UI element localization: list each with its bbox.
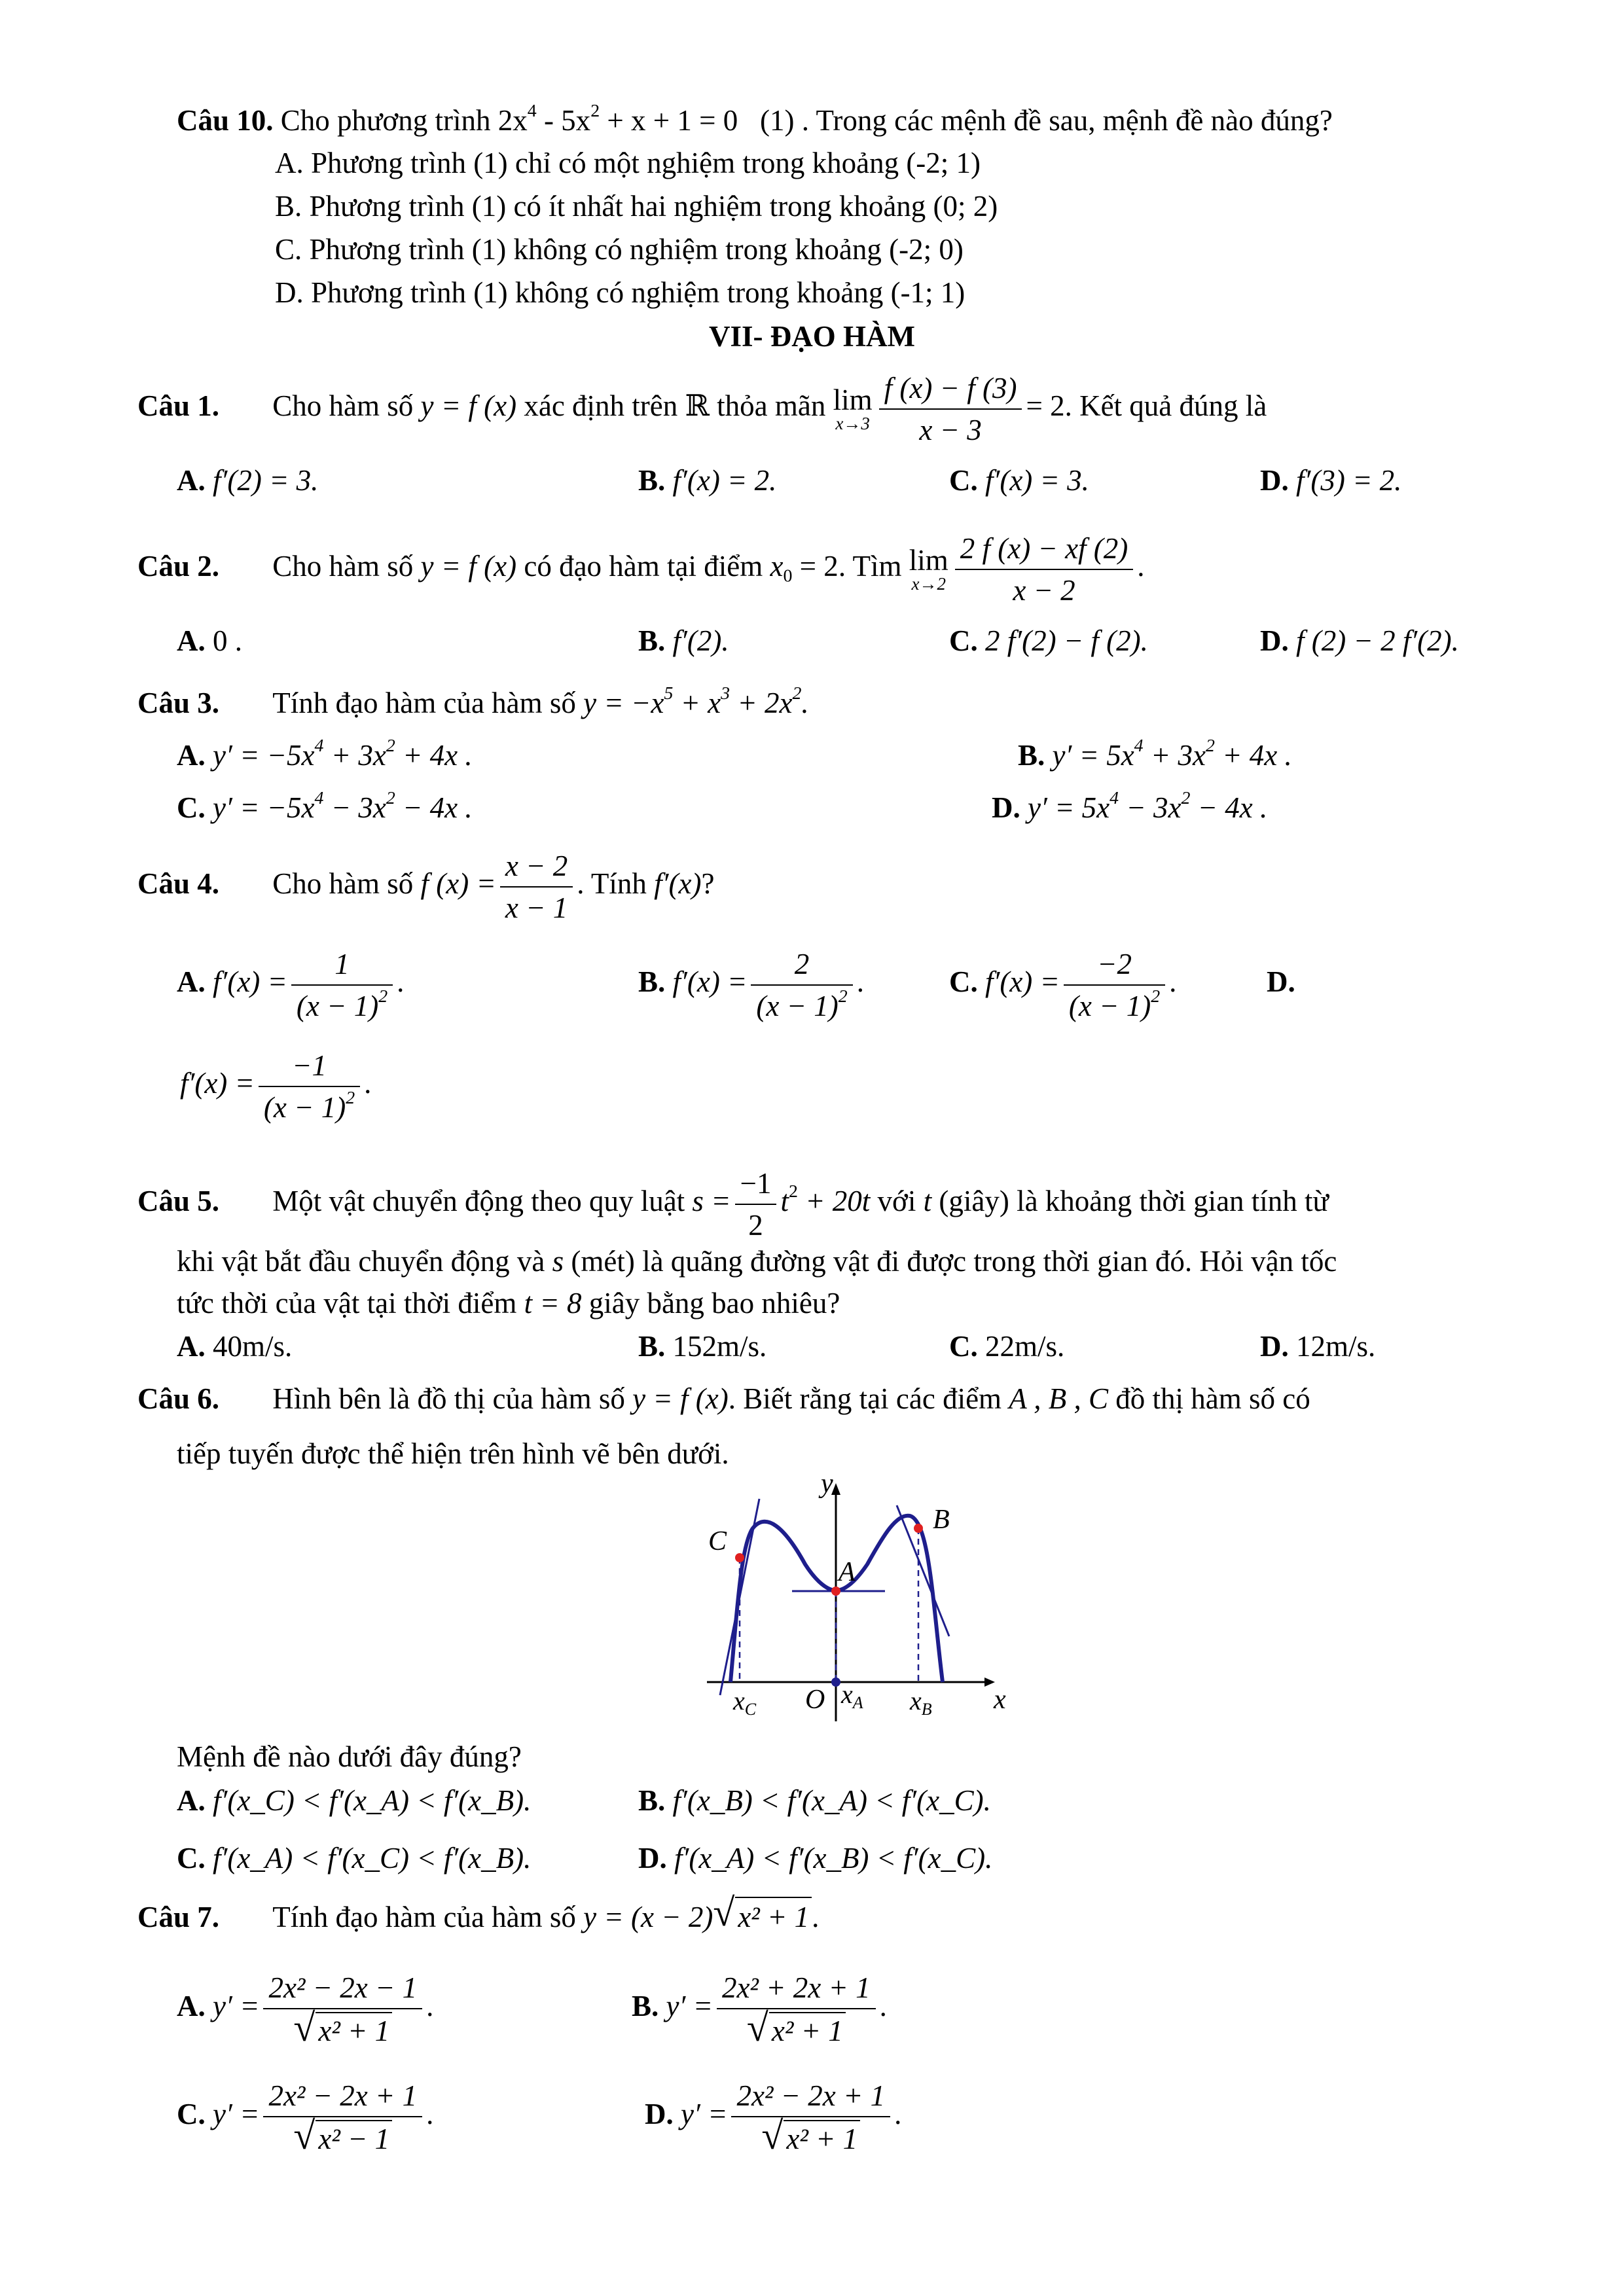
q7-b-sqrt	[747, 2012, 846, 2049]
q7-b-end: .	[879, 1990, 887, 2022]
q6-graph	[707, 1473, 1008, 1728]
q3-d-label: D.	[992, 791, 1020, 824]
q5-option-c	[949, 1327, 1064, 1365]
q3-b-e2: 2	[1205, 736, 1215, 757]
q2-option-b	[638, 622, 729, 660]
q5-label: Câu 5.	[137, 1185, 220, 1217]
q2-lim-sub: x→2	[911, 573, 946, 594]
q6-b-text: f′(x_B) < f′(x_A) < f′(x_C).	[672, 1784, 991, 1817]
q3-a-a: y′ = −5x	[213, 739, 315, 772]
q3-c-b: − 3x	[323, 791, 386, 824]
xc-label-sub: C	[744, 1700, 757, 1719]
q3-c-c: − 4x .	[395, 791, 473, 824]
q4-option-c	[949, 933, 1176, 1031]
q4-b-lhs: f′(x) =	[672, 965, 748, 998]
q5-text1: Một vật chuyển động theo quy luật	[272, 1185, 685, 1217]
section-title: VII- ĐẠO HÀM	[709, 320, 915, 353]
q1-denominator: x − 3	[919, 413, 982, 446]
q4-c-denominator	[1064, 986, 1165, 1024]
q10-exp2: 2	[590, 101, 600, 122]
q2-a-label: A.	[177, 624, 206, 657]
q3-c-e2: 2	[386, 788, 395, 809]
q3-a-c: + 4x .	[395, 739, 473, 772]
q3-f-a: y = −x	[583, 687, 664, 719]
q6-b-label: B.	[638, 1784, 666, 1817]
q1-b-label: B.	[638, 464, 666, 497]
q7-b-fraction	[717, 1970, 876, 2049]
q6-pts: A , B , C	[1009, 1382, 1108, 1415]
point-a	[831, 1587, 840, 1596]
q2-d-label: D.	[1260, 624, 1289, 657]
q10-exp4: 4	[527, 101, 537, 122]
q2-option-a	[177, 622, 242, 660]
q5-option-b	[638, 1327, 767, 1365]
q7-func-a: y = (x − 2)	[583, 1901, 713, 1933]
q4-a-denominator	[291, 986, 393, 1024]
q4-a-fraction	[291, 946, 393, 1024]
q7-d-lhs: y′ =	[681, 2098, 728, 2130]
q7-c-numerator: 2x² − 2x + 1	[263, 2078, 422, 2117]
q1-lim-word: lim	[833, 383, 873, 416]
q7-d-denominator	[731, 2117, 890, 2157]
q2-c-label: C.	[949, 624, 978, 657]
q7-func-end: .	[812, 1901, 820, 1933]
point-c	[735, 1553, 744, 1562]
q6-option-b	[638, 1782, 991, 1820]
point-b	[914, 1524, 923, 1533]
q1-d-text: f′(3) = 2.	[1296, 464, 1402, 497]
q2-x0: x	[770, 550, 784, 583]
q1-option-a	[177, 461, 318, 499]
q7-b-label: B.	[632, 1990, 659, 2022]
x-axis-label: x	[994, 1685, 1006, 1715]
q1-stem	[137, 363, 1267, 448]
q4-d-end: .	[364, 1067, 372, 1100]
q6-line2: tiếp tuyến được thể hiện trên hình vẽ bên dưới.	[177, 1437, 729, 1470]
q10-option-d: D. Phương trình (1) không có nghiệm trong khoảng (-1; 1)	[275, 276, 965, 309]
q5-s-var: s	[552, 1245, 564, 1278]
q3-d-b: − 3x	[1119, 791, 1182, 824]
q3-b-c: + 4x .	[1214, 739, 1292, 772]
q7-b-radicand: x² + 1	[769, 2012, 846, 2049]
q5-c-label: C.	[949, 1330, 978, 1363]
q6-d-label: D.	[638, 1842, 667, 1874]
q7-d-numerator: 2x² − 2x + 1	[731, 2078, 890, 2117]
q1-d-label: D.	[1260, 464, 1289, 497]
q10-mid2: + x + 1 = 0	[600, 104, 738, 137]
q3-f-c: + 2x	[730, 687, 793, 719]
q2-a-text: 0 .	[213, 624, 242, 657]
q3-option-d	[992, 789, 1267, 827]
q7-label: Câu 7.	[137, 1901, 220, 1933]
q7-c-end: .	[426, 2098, 434, 2130]
q6-a-label: A.	[177, 1784, 206, 1817]
q4-b-den-exp: 2	[838, 986, 848, 1007]
q2-option-d	[1260, 622, 1459, 660]
q5-line3-b: giây bằng bao nhiêu?	[588, 1287, 840, 1319]
q2-text2: có đạo hàm tại điểm	[524, 550, 763, 583]
q5-t-eq: t = 8	[524, 1287, 582, 1319]
q4-c-fraction	[1064, 946, 1165, 1024]
q4-a-end: .	[397, 965, 405, 998]
q5-line2-a: khi vật bắt đầu chuyển động và	[177, 1245, 545, 1278]
q1-a-label: A.	[177, 464, 206, 497]
q2-d-text: f (2) − 2 f′(2).	[1296, 624, 1459, 657]
q10-tag: (1)	[760, 104, 795, 137]
q7-b-denominator	[717, 2009, 876, 2049]
q7-option-a	[177, 1960, 433, 2052]
point-b-label: B	[933, 1505, 950, 1535]
q2-x0-val: = 2	[799, 550, 839, 583]
q5-option-d	[1260, 1327, 1375, 1365]
q3-label: Câu 3.	[137, 687, 220, 719]
q5-d-label: D.	[1260, 1330, 1289, 1363]
q5-t-var: t	[923, 1185, 932, 1217]
q6-stem	[137, 1380, 1310, 1418]
q4-option-d	[180, 1034, 371, 1132]
q5-a-text: 40m/s.	[213, 1330, 293, 1363]
q3-f-e3: 2	[792, 683, 802, 704]
q7-c-sqrt	[293, 2120, 392, 2157]
q3-c-label: C.	[177, 791, 206, 824]
q3-d-e1: 4	[1110, 788, 1119, 809]
q1-text4: . Kết quả đúng là	[1064, 389, 1267, 422]
q10-stem-end: . Trong các mệnh đề sau, mệnh đề nào đúng?	[801, 104, 1333, 137]
q10-label: Câu 10.	[177, 104, 274, 137]
q7-option-d	[645, 2068, 901, 2160]
q4-qmark: ?	[701, 867, 715, 900]
q6-text1: Hình bên là đồ thị của hàm số	[272, 1382, 625, 1415]
q3-d-a: y′ = 5x	[1028, 791, 1110, 824]
q1-text2: xác định trên	[524, 389, 678, 422]
q2-label: Câu 2.	[137, 550, 220, 583]
q6-question: Mệnh đề nào dưới đây đúng?	[177, 1740, 522, 1773]
q3-stem	[137, 684, 809, 722]
q4-c-numerator: −2	[1064, 946, 1165, 986]
q4-a-den-exp: 2	[378, 986, 388, 1007]
q3-a-e2: 2	[386, 736, 395, 757]
q2-func: y = f (x)	[420, 550, 517, 583]
q7-d-end: .	[894, 2098, 902, 2130]
q2-limit	[909, 543, 948, 594]
q3-c-a: y′ = −5x	[213, 791, 315, 824]
q4-option-d-label-row	[1267, 933, 1295, 1031]
q4-a-label: A.	[177, 965, 206, 998]
point-xa-axis	[831, 1677, 840, 1687]
q3-f-d: .	[801, 687, 809, 719]
q4-option-b	[638, 933, 864, 1031]
q4-stem	[137, 841, 714, 926]
q3-text1: Tính đạo hàm của hàm số	[272, 687, 576, 719]
q7-a-radicand: x² + 1	[316, 2012, 392, 2049]
q10-option-b: B. Phương trình (1) có ít nhất hai nghiệm trong khoảng (0; 2)	[275, 190, 998, 223]
q7-b-lhs: y′ =	[666, 1990, 713, 2022]
q5-text2: với	[877, 1185, 916, 1217]
q1-func: y = f (x)	[420, 389, 517, 422]
q7-a-fraction	[263, 1970, 422, 2049]
q1-lim-sub: x→3	[835, 413, 870, 433]
q2-b-label: B.	[638, 624, 666, 657]
q5-b-label: B.	[638, 1330, 666, 1363]
q1-text3: thỏa mãn	[717, 389, 826, 422]
q6-func: y = f (x)	[632, 1382, 729, 1415]
q2-lim-word: lim	[909, 543, 948, 577]
q1-option-b	[638, 461, 776, 499]
q4-d-den-base: (x − 1)	[263, 1090, 346, 1124]
xb-label	[909, 1686, 932, 1719]
q3-f-e2: 3	[721, 683, 731, 704]
q1-fraction	[879, 370, 1022, 448]
q3-b-label: B.	[1018, 739, 1045, 772]
q4-d-denominator	[259, 1087, 360, 1125]
q4-option-a	[177, 933, 404, 1031]
q7-a-end: .	[426, 1990, 434, 2022]
q10-option-a: A. Phương trình (1) chỉ có một nghiệm trong khoảng (-2; 1)	[275, 147, 981, 179]
q3-option-c	[177, 789, 473, 827]
y-axis-label: y	[821, 1473, 833, 1499]
q3-option-a	[177, 736, 473, 774]
origin-label: O	[805, 1685, 825, 1715]
q7-option-b	[632, 1960, 887, 2052]
q7-a-numerator: 2x² − 2x − 1	[263, 1970, 422, 2009]
xc-label	[732, 1686, 757, 1719]
q7-func-radicand: x² + 1	[735, 1897, 812, 1936]
q5-line3	[177, 1284, 840, 1322]
q5-stem	[137, 1158, 1329, 1244]
q2-b-text: f′(2).	[672, 624, 729, 657]
q4-b-label: B.	[638, 965, 666, 998]
q1-label: Câu 1.	[137, 389, 220, 422]
q5-c-text: 22m/s.	[985, 1330, 1065, 1363]
q2-fraction	[955, 531, 1134, 608]
q5-b-text: 152m/s.	[672, 1330, 767, 1363]
q3-a-label: A.	[177, 739, 206, 772]
xa-label-x: x	[841, 1679, 853, 1709]
q7-d-label: D.	[645, 2098, 674, 2130]
q4-label: Câu 4.	[137, 867, 220, 900]
q1-limit	[833, 383, 873, 433]
q4-c-den-base: (x − 1)	[1068, 989, 1151, 1022]
q1-c-label: C.	[949, 464, 978, 497]
q2-option-c	[949, 622, 1148, 660]
q7-a-label: A.	[177, 1990, 206, 2022]
q2-numerator: 2 f (x) − xf (2)	[955, 531, 1134, 570]
q3-c-e1: 4	[314, 788, 324, 809]
xa-label-sub: A	[852, 1693, 863, 1712]
q10-stem	[177, 101, 1333, 139]
q2-end: .	[1137, 550, 1145, 583]
q1-option-d	[1260, 461, 1401, 499]
xc-label-x: x	[733, 1686, 745, 1715]
q7-c-lhs: y′ =	[213, 2098, 260, 2130]
q10-option-c: C. Phương trình (1) không có nghiệm trong khoảng (-2; 0)	[275, 233, 964, 266]
q5-numerator: −1	[735, 1166, 777, 1205]
q3-d-c: − 4x .	[1190, 791, 1268, 824]
q7-text1: Tính đạo hàm của hàm số	[272, 1901, 576, 1933]
q2-text3: . Tìm	[838, 550, 902, 583]
q6-text3: đồ thị hàm số có	[1115, 1382, 1310, 1415]
q7-d-sqrt	[761, 2120, 860, 2157]
q2-denominator: x − 2	[1013, 573, 1075, 607]
q4-c-lhs: f′(x) =	[985, 965, 1060, 998]
q10-mid1: - 5x	[536, 104, 591, 137]
q7-stem	[137, 1897, 819, 1936]
q2-stem	[137, 524, 1145, 609]
q7-a-sqrt	[293, 2012, 392, 2049]
q7-c-denominator	[263, 2117, 422, 2157]
point-a-label: A	[839, 1557, 856, 1587]
q7-c-label: C.	[177, 2098, 206, 2130]
q3-b-b: + 3x	[1143, 739, 1206, 772]
q3-f-b: + x	[673, 687, 721, 719]
q4-b-fraction	[751, 946, 852, 1024]
q5-fraction	[735, 1166, 777, 1243]
q3-a-e1: 4	[314, 736, 324, 757]
q3-b-a: y′ = 5x	[1052, 739, 1134, 772]
q1-b-text: f′(x) = 2.	[672, 464, 777, 497]
q6-a-text: f′(x_C) < f′(x_A) < f′(x_B).	[213, 1784, 532, 1817]
q7-a-denominator	[263, 2009, 422, 2049]
q3-option-b	[1018, 736, 1292, 774]
q3-d-e2: 2	[1181, 788, 1191, 809]
q3-a-b: + 3x	[323, 739, 386, 772]
q4-b-denominator	[751, 986, 852, 1024]
q4-d-label: D.	[1267, 965, 1295, 998]
q7-option-c	[177, 2068, 433, 2160]
q2-text1: Cho hàm số	[272, 550, 414, 583]
q4-fraction	[500, 848, 573, 925]
q4-fx: f (x) =	[420, 867, 496, 900]
q6-option-d	[638, 1839, 992, 1877]
q6-option-c	[177, 1839, 531, 1877]
q2-x0-sub: 0	[783, 565, 793, 586]
q4-d-fraction	[259, 1048, 360, 1125]
q6-option-a	[177, 1782, 531, 1820]
q4-ask: f′(x)	[654, 867, 702, 900]
q1-set: ℝ	[685, 389, 710, 422]
q5-d-text: 12m/s.	[1296, 1330, 1376, 1363]
q4-d-lhs: f′(x) =	[180, 1067, 255, 1100]
q5-option-a	[177, 1327, 292, 1365]
q4-b-numerator: 2	[751, 946, 852, 986]
q1-text1: Cho hàm số	[272, 389, 414, 422]
q3-b-e1: 4	[1134, 736, 1144, 757]
q1-c-text: f′(x) = 3.	[985, 464, 1089, 497]
q7-func-sqrt	[713, 1897, 812, 1936]
q4-d-den-exp: 2	[346, 1087, 355, 1108]
q1-option-c	[949, 461, 1089, 499]
q10-stem-start: Cho phương trình 2x	[280, 104, 528, 137]
q5-line2	[177, 1242, 1337, 1280]
xb-label-x: x	[910, 1686, 922, 1715]
q5-line3-a: tức thời của vật tại thời điểm	[177, 1287, 517, 1319]
q7-d-radicand: x² + 1	[784, 2120, 860, 2157]
q6-label: Câu 6.	[137, 1382, 220, 1415]
q5-t-exp: 2	[788, 1181, 798, 1202]
q5-s-eq: s =	[692, 1185, 731, 1217]
q4-b-end: .	[856, 965, 864, 998]
q7-c-fraction	[263, 2078, 422, 2157]
q2-c-text: 2 f′(2) − f (2).	[985, 624, 1148, 657]
q1-rhs: = 2	[1026, 389, 1065, 422]
q3-func	[583, 683, 809, 719]
q4-numerator: x − 2	[500, 848, 573, 888]
q5-text3: (giây) là khoảng thời gian tính từ	[939, 1185, 1329, 1217]
q7-b-numerator: 2x² + 2x + 1	[717, 1970, 876, 2009]
xa-label	[840, 1679, 863, 1712]
q7-c-radicand: x² − 1	[316, 2120, 392, 2157]
q4-c-den-exp: 2	[1151, 986, 1161, 1007]
q5-denominator: 2	[748, 1208, 763, 1242]
q4-d-numerator: −1	[259, 1048, 360, 1087]
q6-text2: . Biết rằng tại các điểm	[728, 1382, 1002, 1415]
q1-a-text: f′(2) = 3.	[213, 464, 319, 497]
q6-d-text: f′(x_A) < f′(x_B) < f′(x_C).	[674, 1842, 993, 1874]
q5-t-sq: t	[780, 1185, 789, 1217]
q7-a-lhs: y′ =	[213, 1990, 260, 2022]
q4-denominator: x − 1	[505, 891, 568, 924]
q4-a-lhs: f′(x) =	[213, 965, 287, 998]
q4-c-end: .	[1169, 965, 1177, 998]
xb-label-sub: B	[921, 1700, 932, 1719]
q1-numerator: f (x) − f (3)	[879, 370, 1022, 410]
q4-text2: . Tính	[577, 867, 647, 900]
q5-line2-b: (mét) là quãng đường vật đi được trong thời gian đó. Hỏi vận tốc	[571, 1245, 1337, 1278]
point-c-label: C	[708, 1526, 727, 1556]
q6-c-text: f′(x_A) < f′(x_C) < f′(x_B).	[213, 1842, 532, 1874]
q4-text1: Cho hàm số	[272, 867, 414, 900]
q5-rest-eq: + 20t	[797, 1185, 871, 1217]
q4-a-den-base: (x − 1)	[296, 989, 379, 1022]
q3-f-e1: 5	[664, 683, 674, 704]
q6-c-label: C.	[177, 1842, 206, 1874]
q5-a-label: A.	[177, 1330, 206, 1363]
q4-c-label: C.	[949, 965, 978, 998]
q7-d-fraction	[731, 2078, 890, 2157]
q4-b-den-base: (x − 1)	[756, 989, 839, 1022]
q4-a-numerator: 1	[291, 946, 393, 986]
